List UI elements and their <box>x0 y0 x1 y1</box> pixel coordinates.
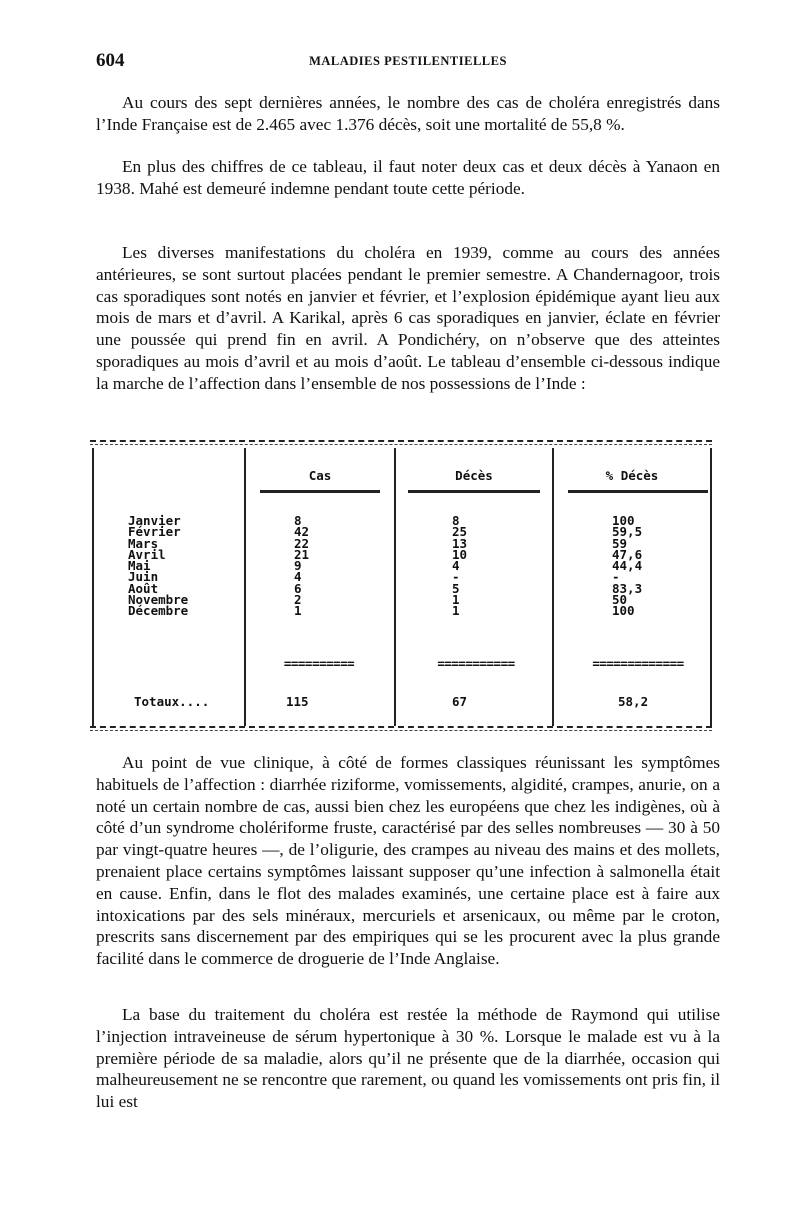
col-header-pct-deces: % Décès <box>605 468 659 483</box>
deces-value: 1 <box>452 603 460 619</box>
pct-deces-column <box>612 515 642 617</box>
sum-line-deces: =========== <box>437 656 515 671</box>
totals-label: Totaux.... <box>134 694 210 709</box>
paragraph-cholera-stats: Au cours des sept dernières années, le nombre des cas de choléra enregistrés dans l’Inde Française est de 2.465 avec 1.376 décès, soit une mortalité de 55,8 %. <box>96 93 720 134</box>
month-label: Mars <box>128 535 159 551</box>
deces-value: 8 <box>452 513 460 528</box>
pct-value: 100 <box>612 513 635 528</box>
table-top-border <box>90 440 712 442</box>
pct-value: 47,6 <box>612 546 643 562</box>
table-col-rule-2 <box>394 448 396 726</box>
month-label: Mai <box>128 558 151 574</box>
pct-value: 59 <box>612 535 628 551</box>
table-top-border-inner <box>90 444 712 445</box>
table-col-rule-3 <box>552 448 554 726</box>
month-label: Juin <box>128 569 159 585</box>
header-rule-deces <box>408 490 540 493</box>
paragraph-treatment: La base du traitement du choléra est restée la méthode de Raymond qui utilise l’injection intraveineuse de sérum hypertonique à 30 %. Lorsque le malade est vu à la première période de sa maladie, alors qu’il ne présente que de la diarrhée, occasion qui malheureusement ne se rencontre que rarement, ou quand les vomissements ont pris fin, il lui est <box>96 1005 720 1112</box>
pct-value: 44,4 <box>612 558 643 574</box>
pct-value: - <box>612 569 620 585</box>
sum-line-cas: ========== <box>283 656 355 671</box>
cas-value: 2 <box>294 592 302 608</box>
col-header-cas: Cas <box>308 468 332 483</box>
cas-value: 9 <box>294 558 302 574</box>
table-right-rule <box>710 448 712 726</box>
sum-line-pct: ============= <box>592 656 684 671</box>
pct-value: 100 <box>612 603 635 619</box>
total-cas: 115 <box>286 694 309 709</box>
table-left-rule <box>92 448 94 726</box>
header-rule-pct <box>568 490 708 493</box>
cas-value: 1 <box>294 603 302 619</box>
deces-column <box>452 515 467 617</box>
total-deces: 67 <box>452 694 468 709</box>
deces-value: - <box>452 569 460 585</box>
total-pct: 58,2 <box>618 694 649 709</box>
table-bottom-border <box>90 726 712 728</box>
paragraph-clinical: Au point de vue clinique, à côté de formes classiques réunissant les symptômes habituels de l’affection : diarrhée riziforme, vomissements, algidité, crampes, anurie, on a noté un certain nombre de cas, aussi bien chez les européens que chez les indigènes, où à côté d’un syndrome cholériforme fruste, caractérisé par des selles nombreuses — 30 à 50 par vingt-quatre heures —, de l’oligurie, des crampes au niveau des mains et des mollets, prenaient place certains symptômes laissant supposer qu’une infection à salmonella était en cause. Enfin, dans le flot des malades examinés, une certaine place est à faire aux intoxications par des sels minéraux, mercuriels et arsenicaux, ou même par le croton, prescrits sans discernement par des empiriques qui se les procurent avec la plus grande facilité dans le commerce de droguerie de l’Inde Anglaise. <box>96 753 720 969</box>
table-col-rule-1 <box>244 448 246 726</box>
paragraph-yanaon: En plus des chiffres de ce tableau, il faut noter deux cas et deux décès à Yanaon en 1938. Mahé est demeuré indemne pendant toute cette période. <box>96 157 720 198</box>
cas-column <box>294 515 309 617</box>
month-column <box>128 515 188 617</box>
deces-value: 5 <box>452 580 460 596</box>
pct-value: 59,5 <box>612 524 643 540</box>
pct-value: 83,3 <box>612 580 643 596</box>
month-label: Novembre <box>128 592 189 608</box>
month-label: Décembre <box>128 603 189 619</box>
cas-value: 21 <box>294 546 310 562</box>
cas-value: 42 <box>294 524 310 540</box>
month-label: Août <box>128 580 159 596</box>
header-rule-cas <box>260 490 380 493</box>
month-label: Avril <box>128 546 166 562</box>
pct-value: 50 <box>612 592 628 608</box>
deces-value: 13 <box>452 535 468 551</box>
cas-value: 6 <box>294 580 302 596</box>
table-bottom-border-inner <box>90 730 712 731</box>
col-header-deces: Décès <box>455 468 493 483</box>
deces-value: 25 <box>452 524 468 540</box>
cholera-table <box>90 440 712 732</box>
page-number: 604 <box>96 50 125 71</box>
month-label: Février <box>128 524 181 540</box>
deces-value: 1 <box>452 592 460 608</box>
deces-value: 10 <box>452 546 468 562</box>
running-title: MALADIES PESTILENTIELLES <box>309 54 507 68</box>
paragraph-1939-manifestations: Les diverses manifestations du choléra en 1939, comme au cours des années antérieures, se sont surtout placées pendant le premier semestre. A Chandernagoor, trois cas sporadiques sont notés en janvier et février, et l’explosion épidémique ayant lieu aux mois de mars et d’avril. A Karikal, après 6 cas sporadiques en janvier, éclate en février une poussée qui prend fin en avril. A Pondichéry, on n’observe que des atteintes sporadiques au mois d’avril et au mois d’août. Le tableau d’ensemble ci-dessous indique la marche de l’affection dans l’ensemble de nos possessions de l’Inde : <box>96 243 720 393</box>
cas-value: 8 <box>294 513 302 528</box>
page-header <box>96 50 720 76</box>
month-label: Janvier <box>128 513 181 528</box>
cas-value: 22 <box>294 535 310 551</box>
cas-value: 4 <box>294 569 302 585</box>
deces-value: 4 <box>452 558 460 574</box>
